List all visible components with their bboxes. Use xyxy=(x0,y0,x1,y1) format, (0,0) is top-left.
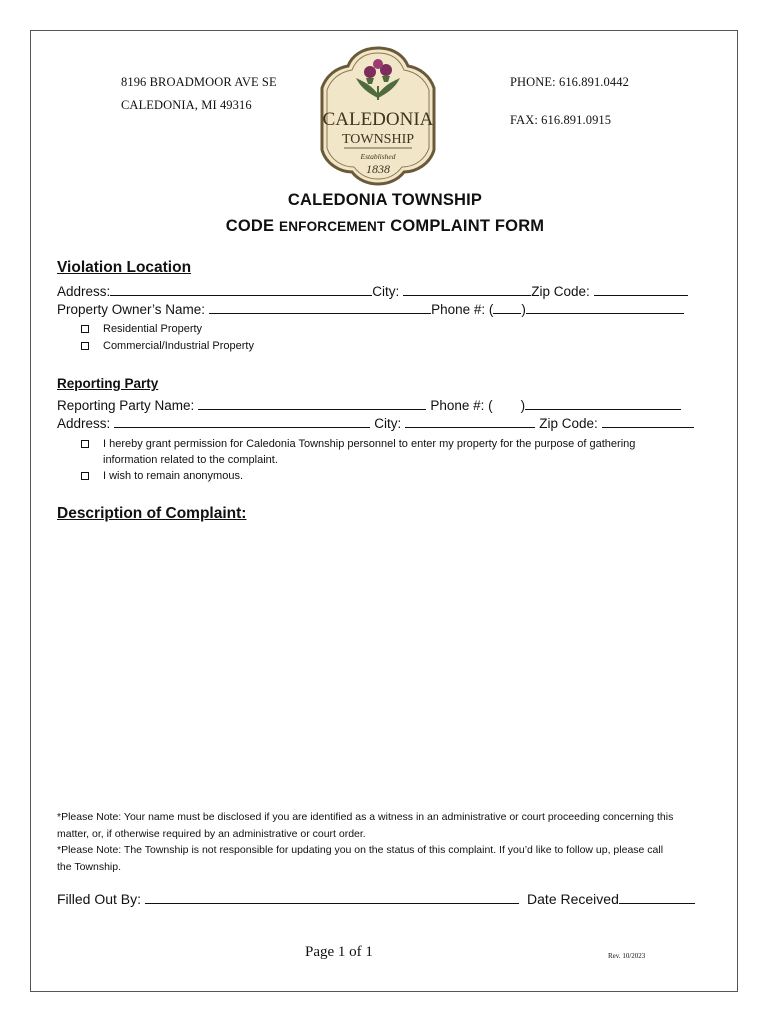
title-part-enforcement: ENFORCEMENT xyxy=(278,219,386,234)
reporting-phone-close: ) xyxy=(520,398,526,413)
revision-date: Rev. 10/2023 xyxy=(608,952,646,960)
commercial-checkbox[interactable] xyxy=(81,342,89,350)
reporting-name-label: Reporting Party Name: xyxy=(57,398,195,413)
title-part-complaint-form: COMPLAINT FORM xyxy=(385,217,545,235)
logo-name-text: CALEDONIA xyxy=(322,109,434,130)
permission-label-line2: information related to the complaint. xyxy=(103,454,278,466)
permission-checkbox[interactable] xyxy=(81,440,89,448)
fax-number: FAX: 616.891.0915 xyxy=(510,113,612,127)
violation-address-label: Address: xyxy=(57,284,111,299)
commercial-label: Commercial/Industrial Property xyxy=(103,340,254,352)
violation-city-label: City: xyxy=(372,284,400,299)
owner-phone-label: Phone #: ( xyxy=(431,302,494,317)
address-line-1: 8196 BROADMOOR AVE SE xyxy=(121,75,277,89)
owner-name-label: Property Owner’s Name: xyxy=(57,302,206,317)
logo-year-text: 1838 xyxy=(366,162,390,176)
owner-row xyxy=(57,299,684,317)
township-logo xyxy=(316,46,440,186)
violation-zip-input[interactable] xyxy=(594,281,688,296)
owner-phone-input[interactable] xyxy=(526,299,684,314)
note-witness: *Please Note: Your name must be disclosed if you are identified as a witness in an administrative or court proceeding concerning this matter, or, if otherwise required by an administrative or court order. xyxy=(57,811,674,840)
violation-address-input[interactable] xyxy=(110,281,372,296)
date-received-input[interactable] xyxy=(619,889,695,904)
reporting-city-label: City: xyxy=(374,416,402,431)
reporting-party-heading: Reporting Party xyxy=(57,376,159,391)
permission-label-line1: I hereby grant permission for Caledonia Township personnel to enter my property for the purpose of gathering xyxy=(103,438,636,450)
violation-location-heading: Violation Location xyxy=(57,259,192,276)
residential-checkbox[interactable] xyxy=(81,325,89,333)
reporting-address-input[interactable] xyxy=(114,413,370,428)
owner-phone-close: ) xyxy=(521,302,526,317)
reporting-city-input[interactable] xyxy=(405,413,535,428)
reporting-name-input[interactable] xyxy=(198,395,426,410)
date-received-label: Date Received xyxy=(527,891,619,907)
residential-label: Residential Property xyxy=(103,323,203,335)
title-part-code: CODE xyxy=(225,217,279,235)
reporting-phone-input[interactable] xyxy=(525,395,681,410)
township-seal-graphic xyxy=(316,46,440,186)
reporting-name-row xyxy=(57,395,681,413)
logo-established-text: Established xyxy=(360,152,396,161)
form-title-line1: CALEDONIA TOWNSHIP xyxy=(287,191,483,209)
owner-phone-area-input[interactable] xyxy=(493,299,521,314)
violation-city-input[interactable] xyxy=(403,281,531,296)
reporting-zip-input[interactable] xyxy=(602,413,694,428)
logo-township-text: TOWNSHIP xyxy=(341,132,415,147)
address-line-2: CALEDONIA, MI 49316 xyxy=(121,98,252,112)
anonymous-checkbox[interactable] xyxy=(81,472,89,480)
reporting-phone-area-input[interactable] xyxy=(493,396,521,410)
phone-number: PHONE: 616.891.0442 xyxy=(510,75,629,89)
violation-zip-label: Zip Code: xyxy=(531,284,590,299)
note-follow-up: *Please Note: The Township is not responsible for updating you on the status of this complaint. If you’d like to follow up, please call the Township. xyxy=(57,844,664,873)
form-title-line2 xyxy=(31,217,739,236)
anonymous-label: I wish to remain anonymous. xyxy=(103,470,244,482)
reporting-phone-label: Phone #: ( xyxy=(430,398,493,413)
page-number: Page 1 of 1 xyxy=(305,944,373,960)
reporting-address-row xyxy=(57,413,694,431)
description-heading: Description of Complaint: xyxy=(57,505,247,522)
filled-out-row xyxy=(57,889,695,907)
filled-out-input[interactable] xyxy=(145,889,519,904)
form-page xyxy=(30,30,738,992)
description-area[interactable] xyxy=(57,531,713,801)
reporting-zip-label: Zip Code: xyxy=(539,416,598,431)
reporting-address-label: Address: xyxy=(57,416,111,431)
filled-out-label: Filled Out By: xyxy=(57,891,142,907)
owner-name-input[interactable] xyxy=(209,299,431,314)
violation-address-row xyxy=(57,281,688,299)
